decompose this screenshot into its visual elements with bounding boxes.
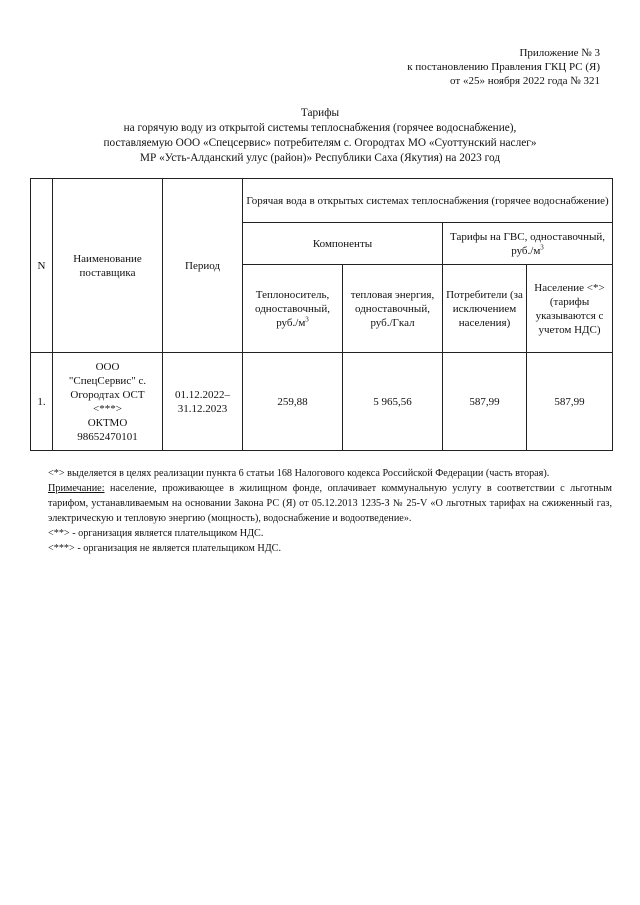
supplier-line: <***> [93,402,122,415]
header-heat-carrier [243,265,343,353]
cell-consumers: 587,99 [443,353,527,451]
cell-population: 587,99 [527,353,613,451]
cell-heat-carrier: 259,88 [243,353,343,451]
appendix-number: Приложение № 3 [519,47,600,59]
appendix-date: от «25» ноября 2022 года № 321 [450,75,600,87]
header-period: Период [163,179,243,353]
cell-supplier [53,353,163,451]
footnote-note [48,481,612,526]
tariffs-group-label: Тарифы на ГВС, одноставочный, руб./м [450,230,605,257]
document-title [40,106,600,166]
supplier-line: Огородтах ОСТ [70,388,145,401]
title-line-3: поставляемую ООО «Спецсервис» потребителям с. Огородтах МО «Суоттунский наслег» [103,137,537,149]
table-row [31,353,613,451]
footnote-vat-payer: <**> - организация является плательщиком НДС. [48,528,264,539]
heat-carrier-label: Теплоноситель, одноставочный, руб./м [255,288,330,329]
title-line-4: МР «Усть-Алданский улус (район)» Республики Саха (Якутия) на 2023 год [139,152,501,164]
period-start: 01.12.2022– [175,388,230,401]
header-consumers: Потребители (за исключением населения) [443,265,527,353]
footnote-vat-allocation: <*> выделяется в целях реализации пункта 6 статьи 168 Налогового кодекса Российской Федерации (часть вторая). [48,468,550,479]
title-line-2: на горячую воду из открытой системы теплоснабжения (горячее водоснабжение), [123,122,517,134]
footnotes [48,466,612,556]
header-n: N [31,179,53,353]
supplier-line: ООО [95,360,120,373]
cell-n: 1. [31,353,53,451]
header-population: Население <*> (тарифы указываются с учетом НДС) [527,265,613,353]
footnote-vat-nonpayer: <***> - организация не является плательщиком НДС. [48,543,282,554]
cell-heat-energy: 5 965,56 [343,353,443,451]
supplier-line: 98652470101 [77,430,138,443]
header-components-group: Компоненты [243,223,443,265]
header-tariffs-group [443,223,613,265]
cell-period [163,353,243,451]
header-supplier: Наименование поставщика [53,179,163,353]
heat-carrier-sup: 3 [305,314,309,323]
appendix-header [240,46,600,88]
appendix-resolution: к постановлению Правления ГКЦ РС (Я) [407,61,600,73]
header-hot-water-group: Горячая вода в открытых системах теплоснабжения (горячее водоснабжение) [243,179,613,223]
tariff-table [30,178,613,451]
header-heat-energy: тепловая энергия, одноставочный, руб./Гкал [343,265,443,353]
note-label: Примечание: [48,483,105,494]
supplier-line: ОКТМО [87,416,128,429]
supplier-line: "СпецСервис" с. [68,374,147,387]
title-heading: Тарифы [300,107,340,119]
period-end: 31.12.2023 [177,402,228,415]
tariffs-group-sup: 3 [540,242,544,251]
note-text: население, проживающее в жилищном фонде, оплачивает коммунальную услугу в соответствии с льготным тарифом, устанавливаемым на основании Закона РС (Я) от 05.12.2013 1235-З № 25-V «О льготных тарифах на сжиженный газ, электрическую и тепловую энергию (мощность), водоснабжение и водоотведение». [48,483,612,524]
